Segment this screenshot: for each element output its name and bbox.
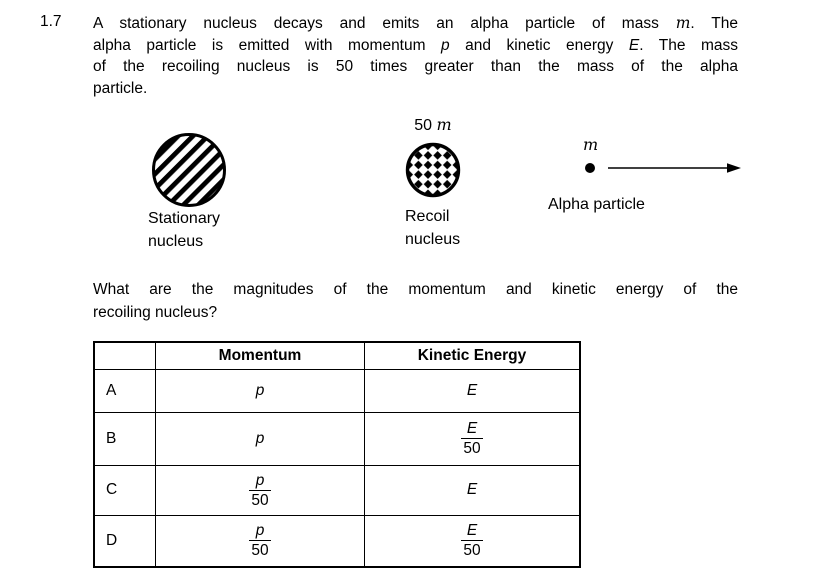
momentum-cell-B	[156, 412, 365, 465]
alpha-particle-label: Alpha particle	[548, 196, 645, 213]
math-var-p: p	[441, 36, 450, 54]
fraction	[461, 420, 482, 457]
fraction-numerator: E	[466, 420, 478, 437]
text-run: alpha particle is emitted with momentum	[93, 36, 442, 54]
fraction-bar	[461, 540, 482, 541]
math-var-E: E	[628, 36, 640, 54]
option-label-B: B	[94, 412, 156, 465]
fraction-numerator: p	[255, 471, 265, 489]
text-run: 50	[414, 117, 437, 134]
fraction-denominator: 50	[463, 440, 481, 457]
kinetic-cell-C	[365, 465, 581, 515]
fraction-numerator: E	[466, 522, 478, 540]
question-line-4: particle.	[93, 79, 148, 97]
question-line-1	[93, 13, 738, 35]
kinetic-cell-A	[365, 369, 581, 412]
fraction	[461, 522, 482, 559]
kinetic-cell-D	[365, 515, 581, 567]
stationary-nucleus-label	[148, 208, 220, 253]
label-line: Recoil	[405, 208, 450, 225]
momentum-header: Momentum	[156, 342, 365, 369]
question-number: 1.7	[40, 13, 62, 30]
fraction	[249, 522, 270, 559]
option-label-C: C	[94, 465, 156, 515]
table-row	[94, 465, 580, 515]
text-run: . The mass	[639, 36, 738, 54]
label-line: Stationary	[148, 210, 221, 227]
alpha-velocity-arrow-icon	[608, 161, 741, 180]
math-var-p: p	[255, 429, 265, 447]
alpha-particle-dot-icon	[585, 163, 595, 173]
recoil-mass-label	[396, 114, 470, 138]
option-label-A: A	[94, 369, 156, 412]
math-var-m: m	[436, 115, 452, 134]
table-row	[94, 412, 580, 465]
question-line-2	[93, 35, 738, 57]
stationary-nucleus-icon	[150, 131, 228, 214]
math-var-p: p	[255, 381, 265, 399]
alpha-mass-label: m	[583, 135, 599, 154]
answer-table	[93, 341, 581, 568]
recoil-nucleus-label	[405, 206, 460, 251]
fraction	[249, 472, 270, 509]
text-run: A stationary nucleus decays and emits an alpha particle of mass	[93, 15, 676, 32]
momentum-cell-A	[156, 369, 365, 412]
fraction-bar	[249, 540, 270, 541]
math-var-E: E	[466, 381, 478, 399]
text-run: . The	[690, 15, 739, 32]
label-line: nucleus	[405, 230, 461, 248]
option-label-D: D	[94, 515, 156, 567]
prompt-line-2: recoiling nucleus?	[93, 304, 218, 321]
math-var-m: m	[675, 14, 691, 32]
kinetic-energy-header: Kinetic Energy	[365, 342, 581, 369]
fraction-denominator: 50	[251, 491, 269, 509]
momentum-cell-D	[156, 515, 365, 567]
question-line-3: of the recoiling nucleus is 50 times greater than the mass of the alpha	[93, 58, 738, 75]
label-line: nucleus	[148, 232, 204, 250]
table-row	[94, 515, 580, 567]
momentum-cell-C	[156, 465, 365, 515]
question-paragraph	[93, 13, 738, 99]
table-header-row	[94, 342, 580, 369]
recoil-nucleus-icon	[404, 141, 462, 204]
fraction-bar	[461, 438, 482, 439]
fraction-numerator: p	[255, 522, 265, 540]
fraction-bar	[249, 490, 270, 491]
fraction-denominator: 50	[463, 542, 481, 560]
table-corner-cell	[94, 342, 156, 369]
table-row	[94, 369, 580, 412]
text-run: and kinetic energy	[449, 36, 629, 54]
kinetic-cell-B	[365, 412, 581, 465]
question-prompt	[93, 278, 738, 324]
fraction-denominator: 50	[251, 542, 269, 560]
math-var-E: E	[466, 481, 478, 498]
prompt-line-1: What are the magnitudes of the momentum and kinetic energy of the	[93, 281, 738, 298]
